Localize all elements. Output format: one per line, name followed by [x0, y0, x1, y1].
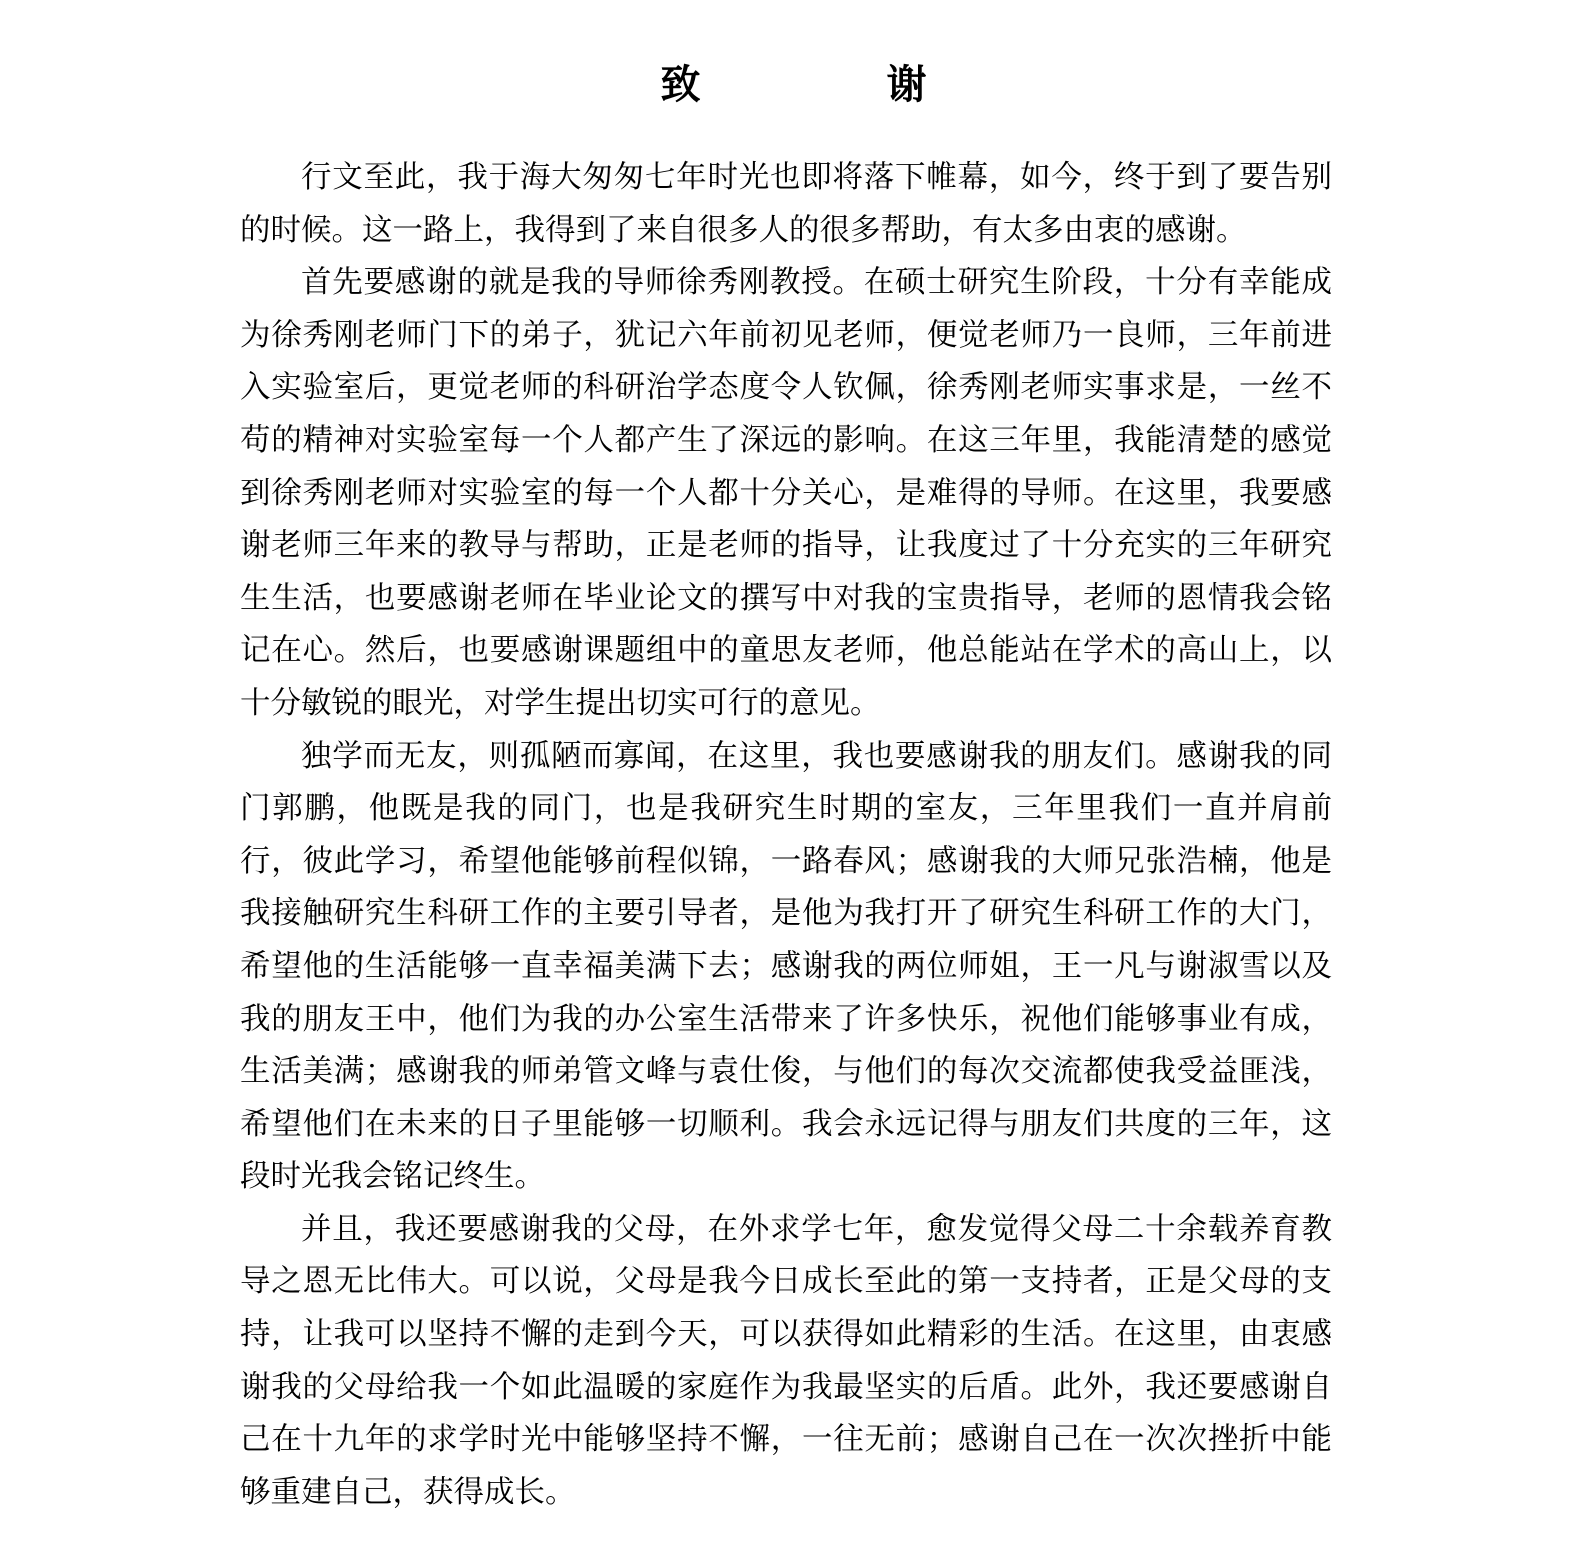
- paragraph-parents: 并且，我还要感谢我的父母，在外求学七年，愈发觉得父母二十余载养育教导之恩无比伟大。可以说，父母是我今日成长至此的第一支持者，正是父母的支持，让我可以坚持不懈的走到今天，可以获得如此精彩的生活。在这里，由衷感谢我的父母给我一个如此温暖的家庭作为我最坚实的后盾。此外，我还要感谢自己在十九年的求学时光中能够坚持不懈，一往无前；感谢自己在一次次挫折中能够重建自己，获得成长。: [240, 1211, 1332, 1510]
- paragraph-friends: 独学而无友，则孤陋而寡闻，在这里，我也要感谢我的朋友们。感谢我的同门郭鹏，他既是我的同门，也是我研究生时期的室友，三年里我们一直并肩前行，彼此学习，希望他能够前程似锦，一路春风；感谢我的大师兄张浩楠，他是我接触研究生科研工作的主要引导者，是他为我打开了研究生科研工作的大门，希望他的生活能够一直幸福美满下去；感谢我的两位师姐，王一凡与谢淑雪以及我的朋友王中，他们为我的办公室生活带来了许多快乐，祝他们能够事业有成，生活美满；感谢我的师弟管文峰与袁仕俊，与他们的每次交流都使我受益匪浅，希望他们在未来的日子里能够一切顺利。我会永远记得与朋友们共度的三年，这段时光我会铭记终生。: [240, 738, 1332, 1195]
- paragraph-advisor: 首先要感谢的就是我的导师徐秀刚教授。在硕士研究生阶段，十分有幸能成为徐秀刚老师门下的弟子，犹记六年前初见老师，便觉老师乃一良师，三年前进入实验室后，更觉老师的科研治学态度令人钦佩，徐秀刚老师实事求是，一丝不苟的精神对实验室每一个人都产生了深远的影响。在这三年里，我能清楚的感觉到徐秀刚老师对实验室的每一个人都十分关心，是难得的导师。在这里，我要感谢老师三年来的教导与帮助，正是老师的指导，让我度过了十分充实的三年研究生生活，也要感谢老师在毕业论文的撰写中对我的宝贵指导，老师的恩情我会铭记在心。然后，也要感谢课题组中的童思友老师，他总能站在学术的高山上，以十分敏锐的眼光，对学生提出切实可行的意见。: [240, 265, 1332, 721]
- document-body: [240, 152, 1332, 1519]
- page-title: 致 谢: [660, 61, 1013, 108]
- paragraph-intro: 行文至此，我于海大匆匆七年时光也即将落下帷幕，如今，终于到了要告别的时候。这一路上，我得到了来自很多人的很多帮助，有太多由衷的感谢。: [240, 160, 1332, 248]
